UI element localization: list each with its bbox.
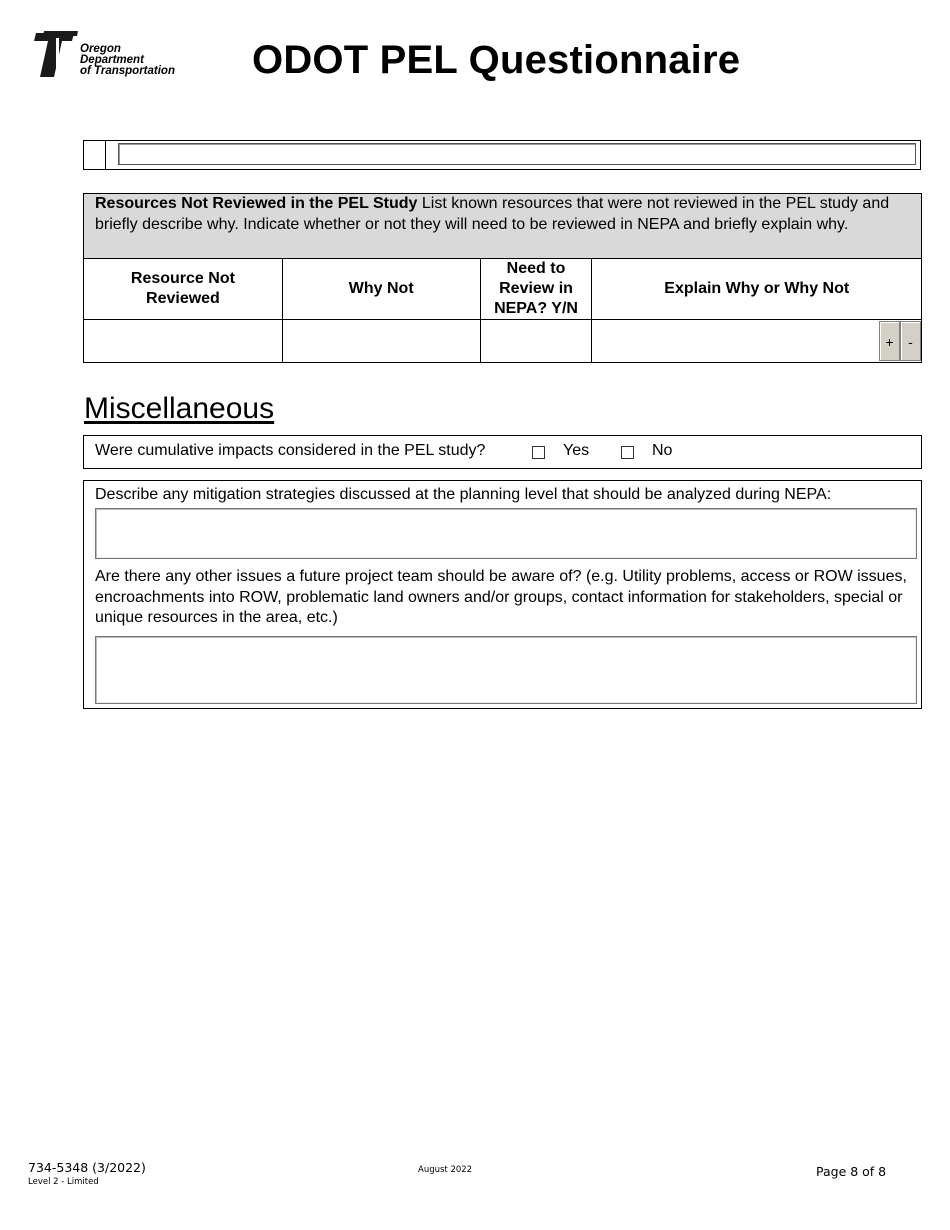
page-number: Page 8 of 8 — [816, 1164, 887, 1179]
other-issues-textarea[interactable] — [95, 636, 917, 704]
column-header: Resource Not Reviewed — [84, 259, 283, 320]
add-row-button[interactable]: + — [879, 321, 900, 361]
row-cell — [84, 141, 106, 169]
resources-heading-bold: Resources Not Reviewed in the PEL Study — [95, 195, 418, 212]
cumulative-impacts-row — [83, 435, 922, 469]
mitigation-question: Describe any mitigation strategies discussed at the planning level that should be analyzed during NEPA: — [95, 486, 832, 503]
remove-row-button[interactable]: - — [900, 321, 921, 361]
classification-level: Level 2 - Limited — [28, 1177, 99, 1187]
column-header: Need to Review in NEPA? Y/N — [480, 259, 592, 320]
column-header: Explain Why or Why Not — [592, 259, 922, 320]
no-checkbox[interactable] — [621, 446, 634, 459]
nepa-review-input[interactable] — [480, 320, 592, 363]
resources-heading-text: List known resources that were not reviewed in the PEL study and briefly describe why. Indicate whether or not they will need to be reviewed in NEPA and briefly explain why. — [95, 195, 890, 233]
column-header: Why Not — [282, 259, 480, 320]
mitigation-textarea[interactable] — [95, 508, 917, 559]
why-not-input[interactable] — [282, 320, 480, 363]
other-issues-question: Are there any other issues a future project team should be aware of? (e.g. Utility problems, access or ROW issues, encroachments into ROW, problematic land owners and/or groups, contact information for stakeholders, special or unique resources in the area, etc.) — [95, 568, 907, 626]
row-controls — [879, 321, 921, 361]
logo-line: Department — [80, 54, 144, 66]
resources-table — [83, 193, 922, 363]
text-field[interactable] — [118, 143, 916, 165]
previous-table-row — [83, 140, 921, 170]
logo-wordmark — [80, 44, 175, 77]
explain-input[interactable] — [592, 320, 922, 363]
section-title: Miscellaneous — [84, 392, 275, 425]
form-number: 734-5348 (3/2022) — [28, 1160, 146, 1175]
logo-line: Oregon — [80, 43, 121, 55]
resource-input[interactable] — [84, 320, 283, 363]
logo-line: of Transportation — [80, 65, 175, 77]
mitigation-section — [83, 480, 922, 709]
footer-date: August 2022 — [418, 1165, 473, 1175]
no-label: No — [652, 442, 673, 459]
resources-heading — [84, 194, 922, 259]
cumulative-question: Were cumulative impacts considered in the PEL study? — [95, 442, 486, 459]
page-title: ODOT PEL Questionnaire — [252, 38, 741, 82]
yes-label: Yes — [563, 442, 590, 459]
yes-checkbox[interactable] — [532, 446, 545, 459]
